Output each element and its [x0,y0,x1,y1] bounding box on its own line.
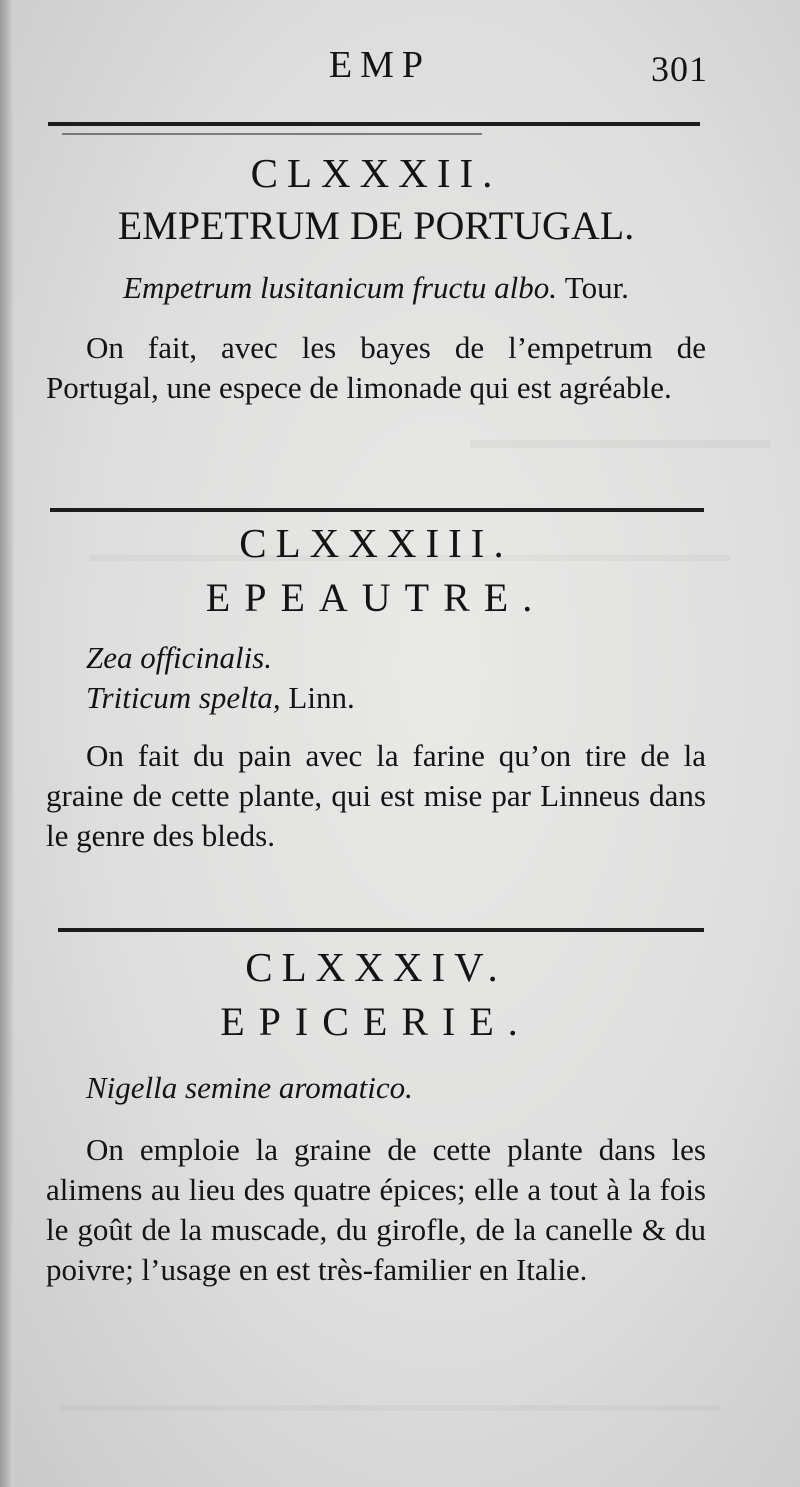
entry-numeral: CLXXXIV. [245,944,507,990]
entry-description: On fait, avec les bayes de l’empetrum de Portugal, une espece de limonade qui est agréable. [46,330,706,405]
running-head-title: EMP [328,44,432,86]
page-number: 301 [651,49,708,89]
entry-numeral: CLXXXII. [250,150,502,196]
entry-clxxxiii [46,518,706,856]
latin-synonym-text: Triticum spelta, [86,680,281,715]
running-head [0,40,800,90]
bleed-through-mark [470,440,770,448]
entry-name: EPICERIE. [220,999,532,1044]
entry-clxxxii [46,148,706,408]
entry-description: On emploie la graine de cette plante dans les alimens au lieu des quatre épices; elle a tout à la fois le goût de la muscade, du girofle, de la canelle & du poivre; l’usage en est très-familier en Italie. [46,1132,706,1287]
entry-name: EMPETRUM DE PORTUGAL. [117,203,635,248]
entry-description: On fait du pain avec la farine qu’on tire de la graine de cette plante, qui est mise par Linneus dans le genre des bleds. [46,738,706,853]
bleed-through-mark [60,1405,720,1411]
latin-name [46,268,706,308]
entry-numeral: CLXXXIII. [239,520,513,566]
latin-name: Zea officinalis. [86,640,272,675]
section-rule [50,508,704,512]
page-gutter-shadow [0,0,14,1487]
latin-name-text: Empetrum lusitanicum fructu albo. [123,270,558,305]
entry-name: EPEAUTRE. [205,575,547,620]
latin-author: Linn. [288,680,355,715]
section-rule [58,928,704,932]
latin-name: Nigella semine aromatico. [86,1070,413,1105]
header-rule [48,122,700,126]
entry-clxxxiv [46,942,706,1290]
latin-synonym [46,678,706,718]
header-rule-shadow [62,133,482,135]
latin-author: Tour. [564,270,629,305]
